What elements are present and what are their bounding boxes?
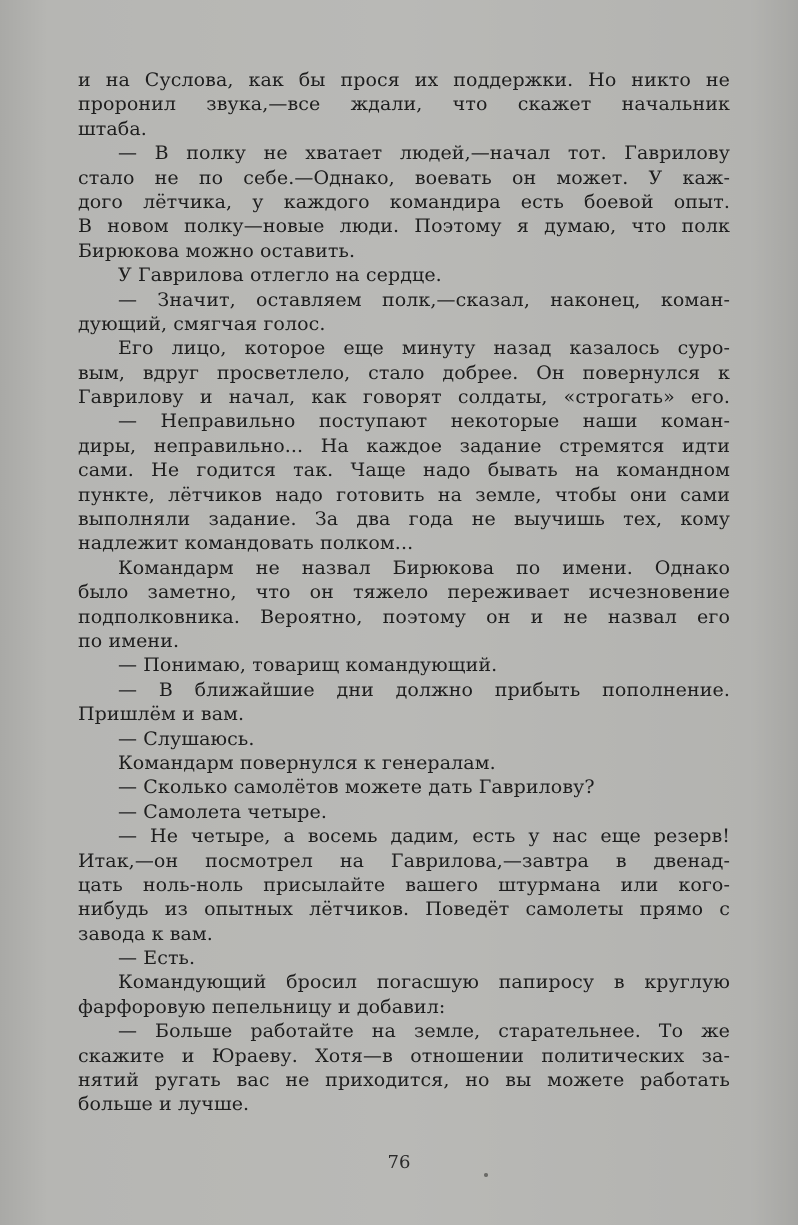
- body-text: [78, 68, 730, 1117]
- text-line: Командующий бросил погасшую папиросу в круглую: [118, 971, 730, 994]
- text-line: больше и лучше.: [78, 1093, 250, 1116]
- text-line: завода к вам.: [78, 922, 213, 945]
- text-line: Командарм не назвал Бирюкова по имени. Однако: [118, 556, 730, 579]
- text-line: пункте, лётчиков надо готовить на земле, чтобы они сами: [78, 483, 730, 506]
- text-line: У Гаврилова отлегло на сердце.: [118, 264, 442, 287]
- text-line: нятий ругать вас не приходится, но вы можете работать: [78, 1069, 730, 1092]
- text-line: было заметно, что он тяжело переживает исчезновение: [78, 581, 730, 604]
- text-line: штаба.: [78, 117, 147, 140]
- text-line: Командарм повернулся к генералам.: [118, 751, 496, 774]
- text-line: выполняли задание. За два года не выучишь тех, кому: [78, 508, 730, 531]
- text-line: — В полку не хватает людей,—начал тот. Гаврилову: [118, 142, 730, 165]
- text-line: — Самолета четыре.: [118, 800, 328, 823]
- page-number: 76: [387, 1152, 411, 1173]
- print-speck: [484, 1173, 488, 1177]
- text-line: дующий, смягчая голос.: [78, 312, 326, 335]
- text-line: — Значит, оставляем полк,—сказал, наконец, коман-: [118, 288, 730, 311]
- text-line: проронил звука,—все ждали, что скажет начальник: [78, 93, 730, 116]
- text-line: Итак,—он посмотрел на Гаврилова,—завтра в двенад-: [78, 849, 730, 872]
- text-line: скажите и Юраеву. Хотя—в отношении политических за-: [78, 1044, 730, 1067]
- text-line: подполковника. Вероятно, поэтому он и не назвал его: [78, 605, 730, 628]
- text-line: дого лётчика, у каждого командира есть боевой опыт.: [78, 190, 730, 213]
- text-line: — Не четыре, а восемь дадим, есть у нас еще резерв!: [118, 825, 730, 848]
- text-line: диры, неправильно... На каждое задание стремятся идти: [78, 434, 730, 457]
- text-line: нибудь из опытных лётчиков. Поведёт самолеты прямо с: [78, 898, 730, 921]
- text-line: — Неправильно поступают некоторые наши коман-: [118, 410, 730, 433]
- text-line: по имени.: [78, 629, 180, 652]
- text-line: Бирюкова можно оставить.: [78, 239, 356, 262]
- text-line: сами. Не годится так. Чаще надо бывать на командном: [78, 459, 730, 482]
- text-line: — Слушаюсь.: [118, 727, 255, 750]
- text-line: — Больше работайте на земле, старательнее. То же: [118, 1020, 730, 1043]
- text-line: В новом полку—новые люди. Поэтому я думаю, что полк: [78, 215, 730, 238]
- text-line: — Понимаю, товарищ командующий.: [118, 654, 498, 677]
- text-line: Гаврилову и начал, как говорят солдаты, «строгать» его.: [78, 386, 730, 409]
- text-line: — В ближайшие дни должно прибыть пополнение.: [118, 678, 730, 701]
- text-line: фарфоровую пепельницу и добавил:: [78, 995, 446, 1018]
- text-line: надлежит командовать полком...: [78, 532, 414, 555]
- text-line: стало не по себе.—Однако, воевать он может. У каж-: [78, 166, 730, 189]
- text-line: Пришлём и вам.: [78, 703, 245, 726]
- text-line: и на Суслова, как бы прося их поддержки. Но никто не: [78, 69, 730, 91]
- text-line: цать ноль-ноль присылайте вашего штурмана или кого-: [78, 873, 730, 896]
- text-line: Его лицо, которое еще минуту назад казалось суро-: [118, 337, 730, 360]
- text-line: — Сколько самолётов можете дать Гаврилову?: [118, 776, 595, 799]
- text-line: вым, вдруг просветлело, стало добрее. Он повернулся к: [78, 361, 730, 384]
- text-line: — Есть.: [118, 947, 196, 970]
